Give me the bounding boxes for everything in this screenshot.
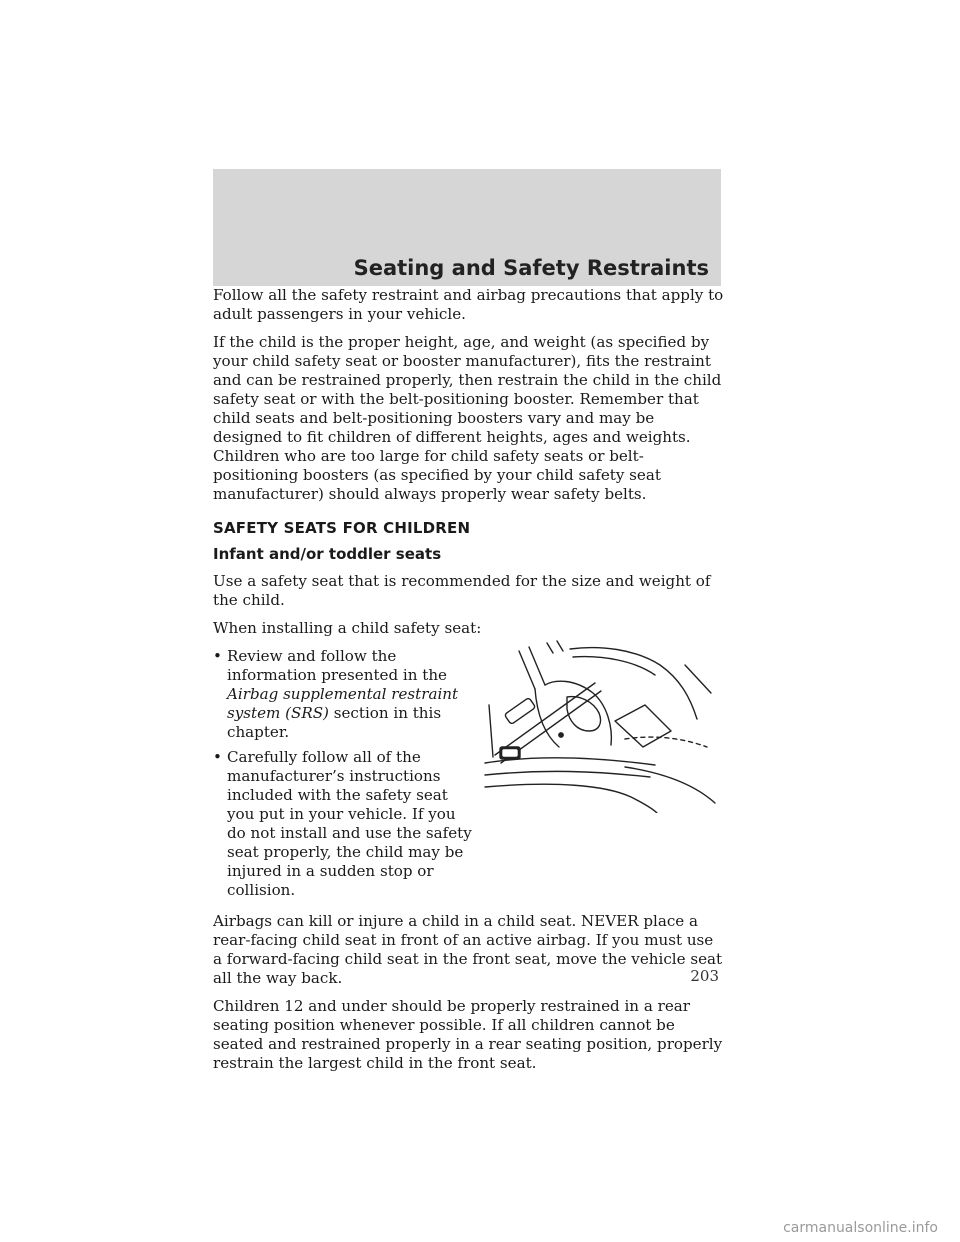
bullet-list (213, 647, 475, 906)
paragraph-recommended-seat: Use a safety seat that is recommended for the size and weight of the child. (213, 572, 711, 609)
bullet-item (213, 647, 475, 742)
heading-infant-toddler: Infant and/or toddler seats (213, 545, 442, 563)
paragraph-rear-seating: Children 12 and under should be properly restrained in a rear seating position whenever possible. If all children cannot be seated and restrained properly in a rear seating position, properly restrain the largest child in the front seat. (213, 997, 723, 1072)
paragraph-child-fit: If the child is the proper height, age, and weight (as specified by your child safety seat or booster manufacturer), fits the restraint and can be restrained properly, then restrain the child in the child safety seat or with the belt-positioning booster. Remember that child seats and belt-positioning boosters vary and may be designed to fit children of different heights, ages and weights. Children who are too large for child safety seats or belt-positioning boosters (as specified by your child safety seat manufacturer) should always properly wear safety belts. (213, 333, 722, 503)
section-title: Seating and Safety Restraints (353, 256, 709, 280)
bullet-text: Review and follow the information presented in the (227, 647, 447, 684)
heading-safety-seats: SAFETY SEATS FOR CHILDREN (213, 519, 471, 537)
bullet-item: • Carefully follow all of the manufacturer’s instructions included with the safety seat you put in your vehicle. If you do not install and use the safety seat properly, the child may be injured in a sudden stop or collision. (213, 748, 475, 900)
paragraph-airbag-warning: Airbags can kill or injure a child in a child seat. NEVER place a rear-facing child seat in front of an active airbag. If you must use a forward-facing child seat in the front seat, move the vehicle seat all the way back. (213, 912, 723, 987)
bullets-with-figure (213, 647, 725, 906)
page-content (213, 286, 725, 1082)
child-seat-belt-illustration (475, 635, 725, 906)
watermark: carmanualsonline.info (783, 1220, 938, 1236)
paragraph-precautions: Follow all the safety restraint and airbag precautions that apply to adult passengers in your vehicle. (213, 286, 724, 323)
paragraph-installing: When installing a child safety seat: (213, 619, 482, 637)
page-number: 203 (690, 967, 719, 985)
bullet-text: section in this chapter. (227, 704, 442, 741)
section-header-band (213, 169, 721, 286)
srs-section-reference: Airbag supplemental restraint system (SRS) (227, 685, 459, 722)
